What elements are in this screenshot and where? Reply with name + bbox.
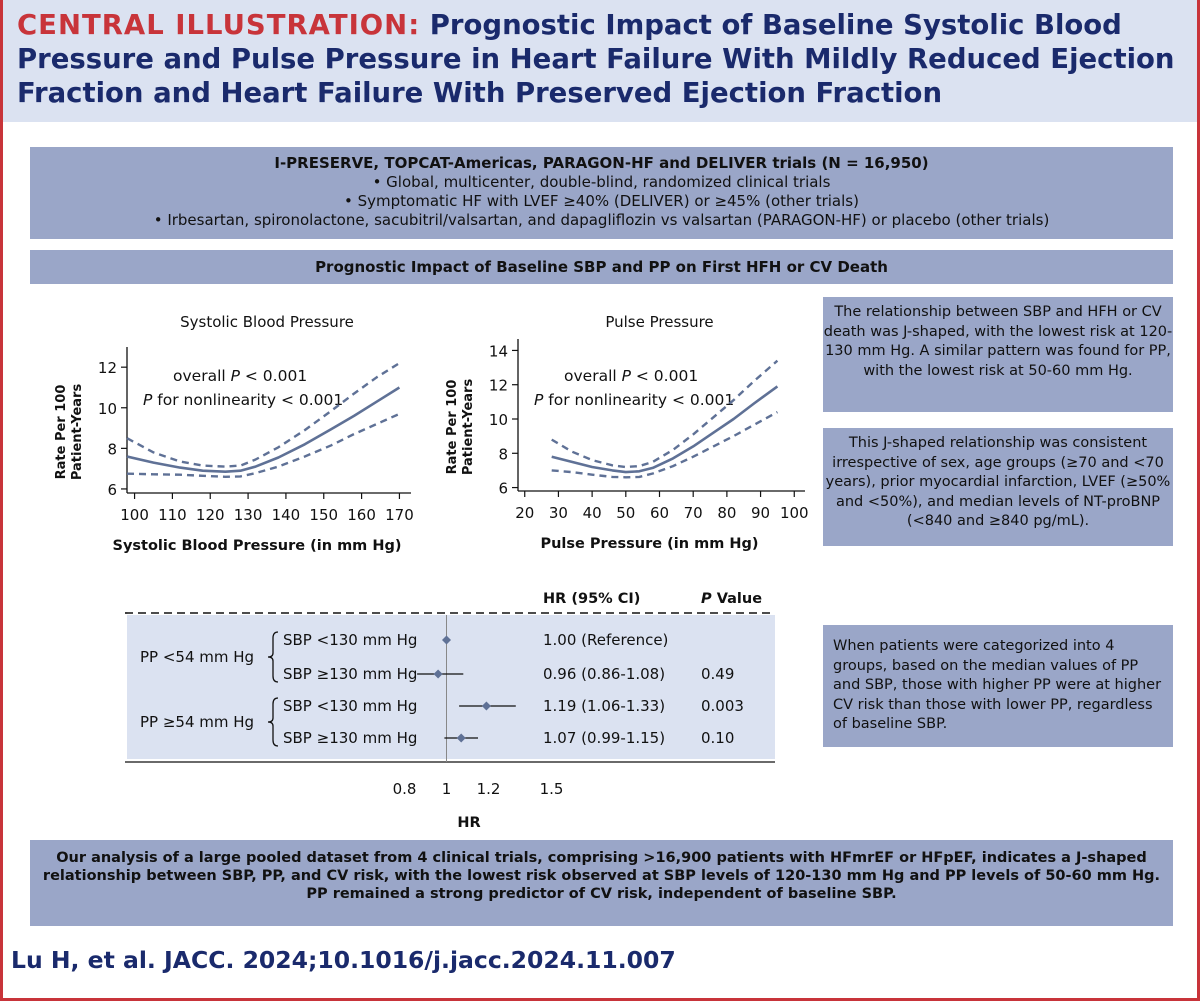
y-axis-label [445,379,476,476]
pp-group-label: PP <54 mm Hg [140,648,255,666]
x-axis-label: Systolic Blood Pressure (in mm Hg) [112,538,402,554]
x-tick-label: 50 [616,504,636,522]
y-tick-label: 12 [488,376,508,395]
x-tick-label: 140 [271,506,301,524]
pp-spline-chart [403,297,823,587]
sbp-spline-chart [3,297,423,587]
p-value: 0.10 [701,729,735,747]
trials-heading: I-PRESERVE, TOPCAT-Americas, PARAGON-HF and DELIVER trials (N = 16,950) [274,154,929,172]
side-note-j-shape: The relationship between SBP and HFH or CV death was J-shaped, with the lowest risk at 120-130 mm Hg. A similar pattern was found for PP, with the lowest risk at 50-60 mm Hg. [823,297,1173,412]
y-tick-label: 8 [107,440,117,459]
p-value-column-header: P Value [701,591,763,607]
y-tick-label: 12 [97,359,117,378]
x-tick-label: 170 [385,506,414,524]
y-axis-label-line1: Rate Per 100 [445,379,460,475]
y-tick-label: 8 [498,445,508,464]
x-axis-label: Pulse Pressure (in mm Hg) [540,536,759,552]
lower-ci-curve [127,414,399,477]
y-tick-label: 10 [488,411,508,429]
hr-value: 0.96 (0.86-1.08) [543,665,666,683]
sbp-row-label: SBP <130 mm Hg [283,697,418,715]
central-illustration-frame [3,0,1197,998]
y-tick-label: 6 [498,479,508,498]
prognostic-heading: Prognostic Impact of Baseline SBP and PP on First HFH or CV Death [30,250,1173,284]
pp-group-label: PP ≥54 mm Hg [140,713,255,731]
x-tick-label: 130 [233,506,263,524]
citation: Lu H, et al. JACC. 2024;10.1016/j.jacc.2024.11.007 [11,946,676,974]
p-value: 0.49 [701,665,735,683]
x-tick-label: 20 [515,504,535,522]
chart-title: Pulse Pressure [605,313,714,331]
x-tick-label: 60 [649,504,670,522]
page-title [17,8,1187,110]
y-axis-label-line2: Patient-Years [70,383,85,481]
x-tick-label: 100 [120,506,149,524]
y-axis-label-line1: Rate Per 100 [54,384,69,480]
sbp-row-label: SBP <130 mm Hg [283,631,418,649]
y-axis-label [54,384,85,481]
trials-bullet: • Symptomatic HF with LVEF ≥40% (DELIVER) or ≥45% (other trials) [344,192,859,210]
chart-title: Systolic Blood Pressure [180,313,354,331]
sbp-row-label: SBP ≥130 mm Hg [283,665,418,683]
trials-bullet: • Global, multicenter, double-blind, randomized clinical trials [372,173,831,191]
title-lead: CENTRAL ILLUSTRATION: [17,9,421,41]
x-tick-label: 40 [582,504,602,522]
forest-tick-label: 1.2 [476,780,501,798]
x-tick-label: 30 [548,504,568,522]
forest-tick-label: 0.8 [392,780,417,798]
sbp-row-label: SBP ≥130 mm Hg [283,729,418,747]
overall-p-annotation: overall P < 0.001 [173,367,308,385]
conclusion-box: Our analysis of a large pooled dataset from 4 clinical trials, comprising >16,900 patients with HFmrEF or HFpEF, indicates a J-shaped relationship between SBP, PP, and CV risk, with the lowest risk observed at SBP levels of 120-130 mm Hg and PP levels of 50-60 mm Hg. PP remained a strong predictor of CV risk, independent of baseline SBP. [30,840,1173,926]
header-banner [3,0,1197,122]
hr-value: 1.19 (1.06-1.33) [543,697,666,715]
x-tick-label: 110 [158,506,187,524]
trials-summary-box [30,147,1173,239]
x-tick-label: 70 [683,504,703,522]
hr-value: 1.00 (Reference) [543,631,669,649]
x-tick-label: 150 [309,506,339,524]
title-text: Prognostic Impact of Baseline Systolic Blood Pressure and Pulse Pressure in Heart Failure With Mildly Reduced Ejection Fraction and Heart Failure With Preserved Ejection Fraction [17,9,1175,109]
nonlinearity-p-annotation: P for nonlinearity < 0.001 [143,391,344,409]
forest-tick-label: 1 [441,780,452,798]
x-tick-label: 100 [779,504,809,522]
trials-bullet: • Irbesartan, spironolactone, sacubitril/valsartan, and dapagliflozin vs valsartan (PARAGON-HF) or placebo (other trials) [153,211,1050,229]
side-note-groups: When patients were categorized into 4 groups, based on the median values of PP and SBP, those with higher PP were at higher CV risk than those with lower PP, regardless of baseline SBP. [823,625,1173,747]
p-value: 0.003 [701,697,744,715]
y-axis-label-line2: Patient-Years [461,378,476,476]
y-tick-label: 10 [97,399,117,418]
overall-p-annotation: overall P < 0.001 [564,367,699,385]
x-tick-label: 160 [347,506,376,524]
nonlinearity-p-annotation: P for nonlinearity < 0.001 [534,391,735,409]
side-note-consistency: This J-shaped relationship was consistent irrespective of sex, age groups (≥70 and <70 years), prior myocardial infarction, LVEF (≥50% and <50%), and median levels of NT-proBNP (<840 and ≥840 pg/mL). [823,428,1173,546]
forest-tick-label: 1.5 [539,780,564,798]
forest-plot [3,580,803,830]
y-tick-label: 6 [107,480,117,499]
y-tick-label: 14 [488,342,508,361]
hr-value: 1.07 (0.99-1.15) [543,729,666,747]
x-tick-label: 80 [717,504,737,522]
x-tick-label: 90 [751,504,771,522]
lower-ci-curve [552,412,778,477]
x-tick-label: 120 [195,506,225,524]
hr-column-header: HR (95% CI) [543,591,641,607]
forest-x-axis-label: HR [457,815,481,830]
